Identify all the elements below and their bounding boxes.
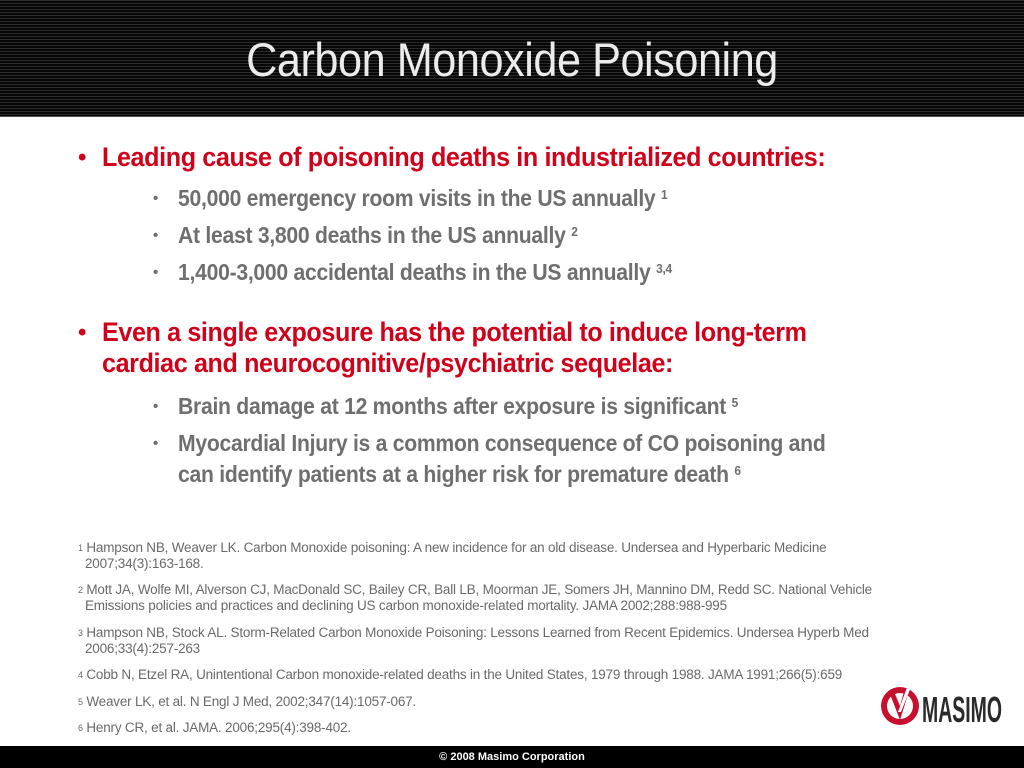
bullet-dot-icon: • [153,435,158,452]
reference-number: 2 [78,585,83,595]
sub-bullet-text-line1: Myocardial Injury is a common consequence of CO poisoning and [178,430,826,456]
reference-text-line1: Cobb N, Etzel RA, Unintentional Carbon monoxide-related deaths in the United States, 1979 through 1988. JAMA 1991;266(5):659 [86,667,843,682]
main-bullet-text-line2: cardiac and neurocognitive/psychiatric sequelae: [102,348,674,378]
reference-item [78,720,958,736]
sub-bullet [153,257,953,288]
reference-item [78,625,958,657]
sub-bullet [153,183,953,214]
sub-bullet-text-line2: can identify patients at a higher risk for premature death [178,461,729,487]
footer-copyright: © 2008 Masimo Corporation [439,751,585,763]
main-bullet [78,142,958,173]
sub-bullet-text: 1,400-3,000 accidental deaths in the US annually [178,259,651,285]
main-bullet-text-line1: Even a single exposure has the potential to induce long-term [102,317,807,347]
citation-superscript: 3,4 [656,261,672,276]
sub-bullet-text: At least 3,800 deaths in the US annually [178,222,566,248]
citation-superscript: 1 [661,187,668,202]
masimo-logo-mark-icon [881,682,919,725]
bullet-dot-icon: • [153,398,158,415]
sub-bullet [153,428,953,490]
main-bullet-text: Leading cause of poisoning deaths in industrialized countries: [102,142,826,172]
reference-text-line2: Emissions policies and practices and declining US carbon monoxide-related mortality. JAMA 2002;288:988-995 [85,598,727,613]
sub-bullet [153,220,953,251]
reference-text-line1: Hampson NB, Stock AL. Storm-Related Carbon Monoxide Poisoning: Lessons Learned from Recent Epidemics. Undersea Hyperb Med [86,625,869,640]
main-bullet [78,317,958,379]
sub-bullet-text: Brain damage at 12 months after exposure is significant [178,393,727,419]
reference-text-line1: Mott JA, Wolfe MI, Alverson CJ, MacDonald SC, Bailey CR, Ball LB, Moorman JE, Somers JH, Mannino DM, Redd SC. National Vehicle [86,582,872,597]
reference-number: 4 [78,670,83,680]
reference-text-line1: Henry CR, et al. JAMA. 2006;295(4):398-402. [86,720,351,735]
sub-bullet-text: 50,000 emergency room visits in the US annually [178,185,656,211]
reference-text-line2: 2007;34(3):163-168. [85,556,204,571]
reference-text-line1: Hampson NB, Weaver LK. Carbon Monoxide poisoning: A new incidence for an old disease. Undersea and Hyperbaric Medicine [86,540,827,555]
bullet-dot-icon: • [153,264,158,281]
reference-item [78,667,958,683]
citation-superscript: 5 [731,395,739,410]
reference-text-line2: 2006;33(4):257-263 [85,641,200,656]
citation-superscript: 6 [734,463,741,478]
bullet-dot-icon: • [78,319,87,346]
reference-item [78,540,958,572]
reference-number: 1 [78,543,83,553]
sub-bullet [153,391,953,422]
reference-number: 3 [78,628,83,638]
masimo-logo [878,668,1004,742]
bullet-dot-icon: • [153,190,158,207]
reference-item [78,694,958,710]
bullet-dot-icon: • [78,144,87,171]
masimo-logo-text: MASIMO [922,689,1002,730]
reference-item [78,582,958,614]
reference-number: 6 [78,723,83,733]
reference-number: 5 [78,697,83,707]
bullet-dot-icon: • [153,227,158,244]
reference-text-line1: Weaver LK, et al. N Engl J Med, 2002;347(14):1057-067. [86,694,417,709]
slide-title: Carbon Monoxide Poisoning [246,33,778,86]
citation-superscript: 2 [571,224,578,239]
